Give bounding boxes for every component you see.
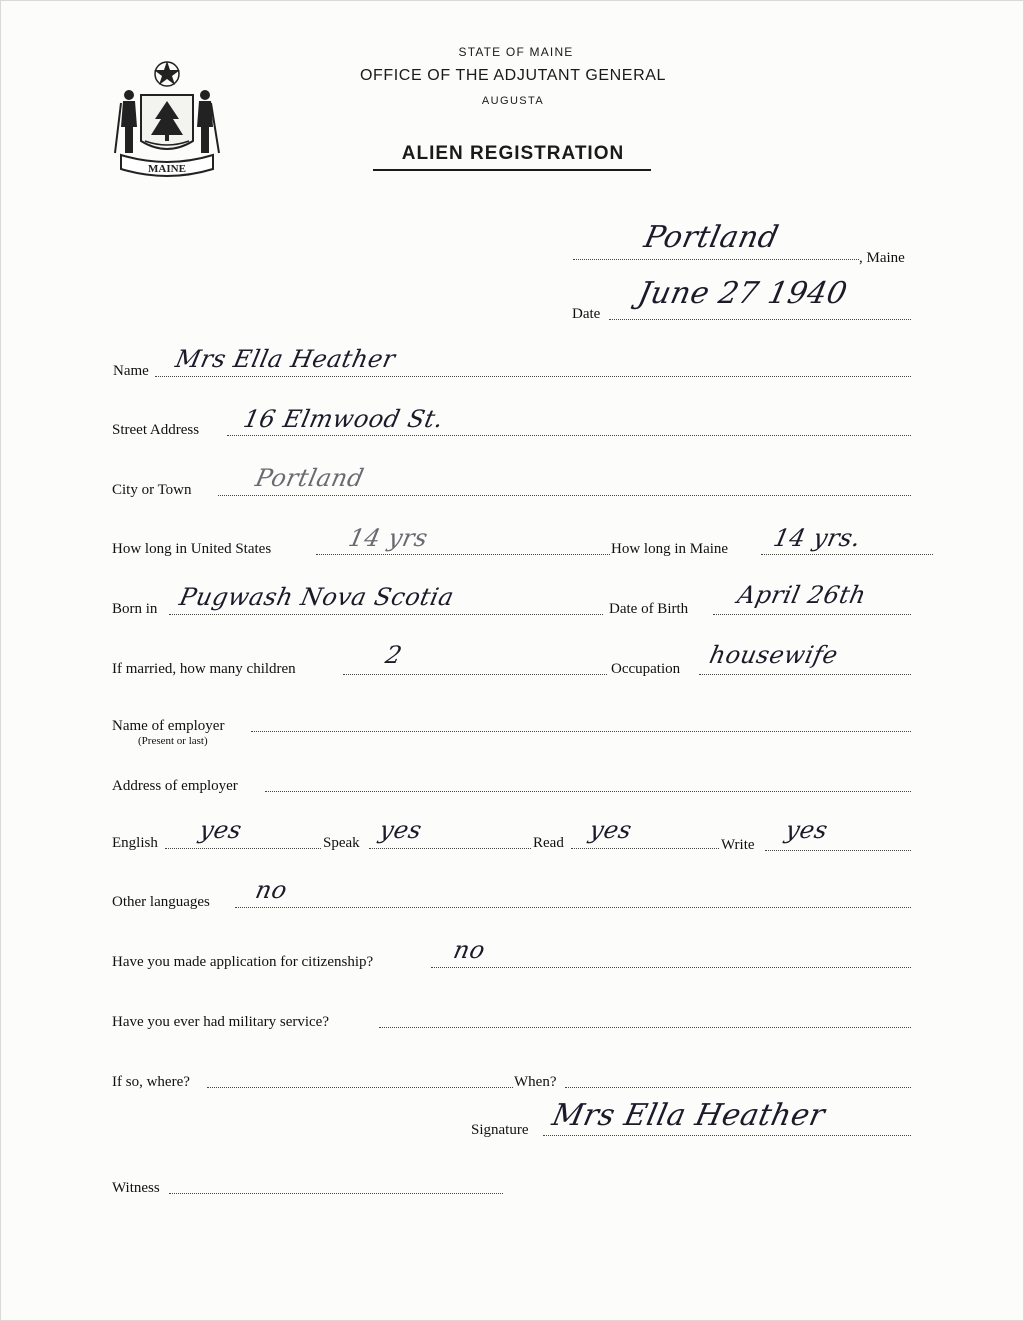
- occupation-label: Occupation: [611, 661, 681, 677]
- title-underline: [373, 169, 651, 171]
- when-line: [565, 1087, 911, 1088]
- header-state: STATE OF MAINE: [458, 45, 574, 59]
- street-label: Street Address: [112, 422, 200, 438]
- english-label: English: [112, 835, 158, 851]
- employer-line: [251, 731, 911, 732]
- location-line: [573, 259, 859, 260]
- occupation-line: [699, 674, 911, 675]
- how-long-us-value: 14 yrs: [346, 524, 431, 552]
- date-label: Date: [572, 306, 601, 322]
- city-line: [218, 495, 911, 496]
- read-value: yes: [587, 816, 635, 844]
- employer-label: Name of employer: [112, 718, 225, 734]
- street-line: [227, 435, 911, 436]
- header-city: AUGUSTA: [481, 95, 545, 107]
- header-office: OFFICE OF THE ADJUTANT GENERAL: [359, 67, 667, 84]
- write-value: yes: [783, 816, 831, 844]
- other-languages-value: no: [253, 876, 290, 904]
- read-label: Read: [533, 835, 564, 851]
- how-long-maine-value: 14 yrs.: [771, 524, 864, 552]
- signature-line: [543, 1135, 911, 1136]
- other-languages-label: Other languages: [112, 894, 210, 910]
- name-label: Name: [113, 363, 149, 379]
- employer-address-label: Address of employer: [112, 778, 238, 794]
- children-line: [343, 674, 607, 675]
- name-line: [155, 376, 911, 377]
- speak-value: yes: [377, 816, 425, 844]
- english-line: [165, 848, 321, 849]
- date-line: [609, 319, 911, 320]
- speak-line: [369, 848, 531, 849]
- how-long-maine-label: How long in Maine: [611, 541, 729, 557]
- witness-line: [169, 1193, 503, 1194]
- citizenship-label: Have you made application for citizenship?: [112, 954, 374, 970]
- write-line: [765, 850, 911, 851]
- military-line: [379, 1027, 911, 1028]
- children-label: If married, how many children: [112, 661, 296, 677]
- children-value: 2: [383, 641, 405, 669]
- born-in-label: Born in: [112, 601, 158, 617]
- military-label: Have you ever had military service?: [112, 1014, 329, 1030]
- employer-sub-label: (Present or last): [138, 735, 208, 747]
- how-long-us-line: [316, 554, 610, 555]
- speak-label: Speak: [323, 835, 360, 851]
- dob-line: [713, 614, 911, 615]
- citizenship-value: no: [451, 936, 488, 964]
- how-long-us-label: How long in United States: [112, 541, 272, 557]
- name-value: Mrs Ella Heather: [173, 345, 398, 373]
- employer-address-line: [265, 791, 911, 792]
- write-label: Write: [721, 837, 755, 853]
- street-value: 16 Elmwood St.: [241, 405, 447, 433]
- date-value: June 27 1940: [635, 276, 851, 311]
- read-line: [571, 848, 719, 849]
- when-label: When?: [514, 1074, 557, 1090]
- city-value: Portland: [253, 464, 367, 492]
- signature-label: Signature: [471, 1122, 529, 1138]
- how-long-maine-line: [761, 554, 933, 555]
- dob-label: Date of Birth: [609, 601, 689, 617]
- where-label: If so, where?: [112, 1074, 190, 1090]
- witness-label: Witness: [112, 1180, 160, 1196]
- english-value: yes: [197, 816, 245, 844]
- citizenship-line: [431, 967, 911, 968]
- occupation-value: housewife: [707, 641, 841, 669]
- location-suffix: , Maine: [859, 250, 905, 266]
- seal-banner-text: MAINE: [148, 163, 186, 175]
- born-in-line: [169, 614, 603, 615]
- dob-value: April 26th: [735, 581, 869, 609]
- location-value: Portland: [641, 220, 782, 255]
- form-title: ALIEN REGISTRATION: [401, 143, 625, 164]
- other-languages-line: [235, 907, 911, 908]
- signature-value: Mrs Ella Heather: [549, 1098, 829, 1133]
- born-in-value: Pugwash Nova Scotia: [177, 583, 457, 611]
- where-line: [207, 1087, 513, 1088]
- city-label: City or Town: [112, 482, 192, 498]
